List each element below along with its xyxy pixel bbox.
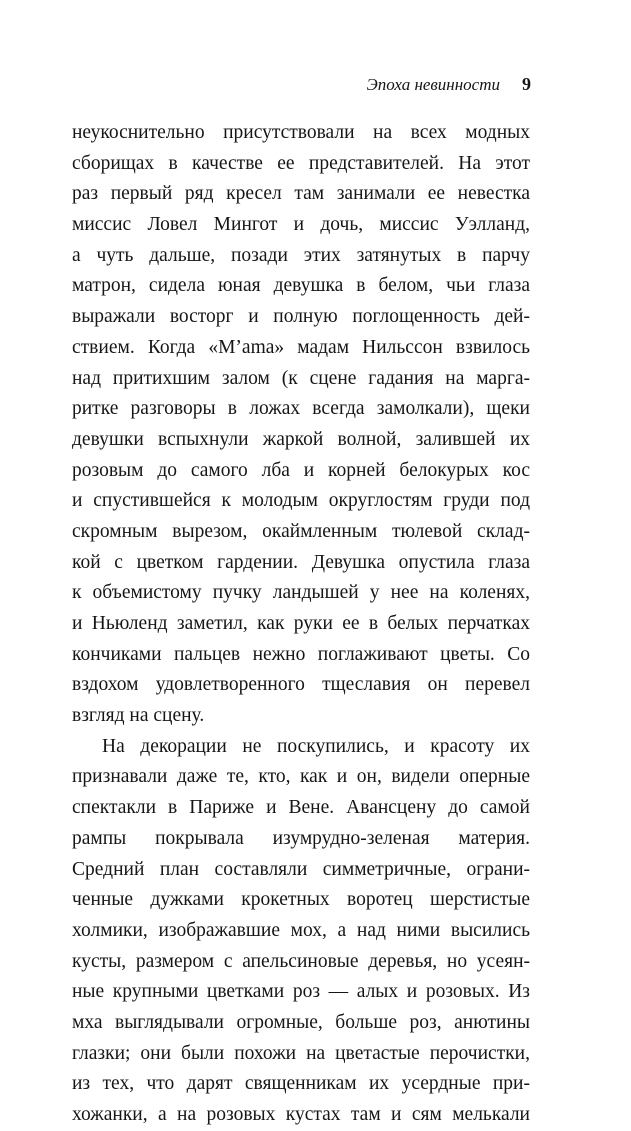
text-line: глазки; они были похожи на цветастые перочистки, bbox=[72, 1042, 530, 1064]
text-line: девушки вспыхнули жаркой волной, залившей их bbox=[72, 428, 530, 450]
text-line: спектакли в Париже и Вене. Авансцену до самой bbox=[72, 797, 530, 819]
text-line: холмики, изображавшие мох, а над ними высились bbox=[72, 919, 530, 941]
text-line: миссис Ловел Мингот и дочь, миссис Уэлланд, bbox=[72, 214, 530, 236]
text-line: над притихшим залом (к сцене гадания на марга- bbox=[72, 367, 530, 389]
running-head bbox=[367, 74, 531, 95]
text-line: ные крупными цветками роз — алых и розовых. Из bbox=[72, 981, 530, 1003]
page-number: 9 bbox=[522, 74, 531, 94]
text-line: сборищах в качестве ее представителей. На этот bbox=[72, 152, 530, 174]
text-line: матрон, сидела юная девушка в белом, чьи глаза bbox=[72, 275, 530, 297]
text-line: из тех, что дарят священникам их усердные при- bbox=[72, 1073, 530, 1095]
text-line: мха выглядывали огромные, больше роз, анютины bbox=[72, 1011, 530, 1033]
text-line: рампы покрывала изумрудно-зеленая материя. bbox=[72, 827, 530, 849]
body-text bbox=[72, 118, 530, 1131]
text-line: выражали восторг и полную поглощенность дей- bbox=[72, 306, 530, 328]
text-line: На декорации не поскупились, и красоту их bbox=[102, 735, 530, 757]
text-line: Средний план составляли симметричные, ограни- bbox=[72, 858, 530, 880]
text-line: розовым до самого лба и корней белокурых кос bbox=[72, 459, 530, 481]
text-line: ствием. Когда «M’ama» мадам Нильссон взвилось bbox=[72, 336, 530, 358]
text-line: вздохом удовлетворенного тщеславия он перевел bbox=[72, 674, 530, 696]
text-line: и Ньюленд заметил, как руки ее в белых перчатках bbox=[72, 613, 530, 634]
text-line: раз первый ряд кресел там занимали ее невестка bbox=[72, 183, 530, 205]
running-title: Эпоха невинности bbox=[366, 75, 500, 94]
text-line: ченные дужками крокетных воротец шерстистые bbox=[72, 889, 530, 911]
text-line: кончиками пальцев нежно поглаживают цветы. Со bbox=[72, 643, 530, 665]
text-line: к объемистому пучку ландышей у нее на коленях, bbox=[72, 582, 530, 604]
text-line: хожанки, а на розовых кустах там и сям мелькали bbox=[72, 1104, 530, 1125]
text-line: а чуть дальше, позади этих затянутых в парчу bbox=[72, 244, 530, 266]
text-line: кусты, размером с апельсиновые деревья, но усеян- bbox=[72, 950, 530, 972]
text-line: ритке разговоры в ложах всегда замолкали), щеки bbox=[72, 398, 530, 420]
text-line: скромным вырезом, окаймленным тюлевой склад- bbox=[72, 520, 530, 542]
text-line: признавали даже те, кто, как и он, видели оперные bbox=[72, 766, 530, 788]
text-line: неукоснительно присутствовали на всех модных bbox=[72, 122, 530, 143]
text-line: и спустившейся к молодым округлостям груди под bbox=[72, 490, 530, 512]
text-line: взгляд на сцену. bbox=[72, 705, 205, 727]
text-line: кой с цветком гардении. Девушка опустила глаза bbox=[72, 551, 530, 573]
